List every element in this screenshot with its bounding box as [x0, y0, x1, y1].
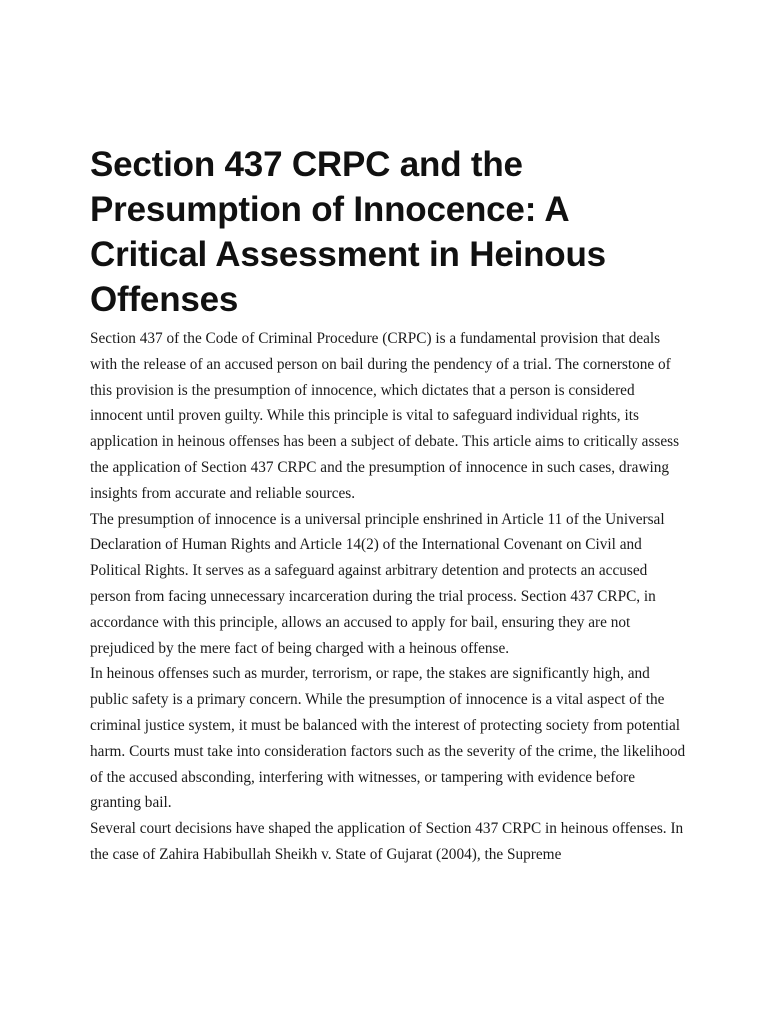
article-title: Section 437 CRPC and the Presumption of Innocence: A Critical Assessment in Heinous Offenses	[90, 145, 606, 319]
article-paragraph-4: Several court decisions have shaped the application of Section 437 CRPC in heinous offenses. In the case of Zahira Habibullah Sheikh v. State of Gujarat (2004), the Supreme	[90, 820, 684, 863]
article-paragraph-1: Section 437 of the Code of Criminal Procedure (CRPC) is a fundamental provision that deals with the release of an accused person on bail during the pendency of a trial. The cornerstone of this provision is the presumption of innocence, which dictates that a person is considered innocent until proven guilty. While this principle is vital to safeguard individual rights, its application in heinous offenses has been a subject of debate. This article aims to critically assess the application of Section 437 CRPC and the presumption of innocence in such cases, drawing insights from accurate and reliable sources.	[90, 330, 680, 502]
article-paragraph-2: The presumption of innocence is a universal principle enshrined in Article 11 of the Universal Declaration of Human Rights and Article 14(2) of the International Covenant on Civil and Political Rights. It serves as a safeguard against arbitrary detention and protects an accused person from facing unnecessary incarceration during the trial process. Section 437 CRPC, in accordance with this principle, allows an accused to apply for bail, ensuring they are not prejudiced by the mere fact of being charged with a heinous offense.	[90, 510, 665, 657]
article-paragraph-3: In heinous offenses such as murder, terrorism, or rape, the stakes are significantly high, and public safety is a primary concern. While the presumption of innocence is a vital aspect of the criminal justice system, it must be balanced with the interest of protecting society from potential harm. Courts must take into consideration factors such as the severity of the crime, the likelihood of the accused absconding, interfering with witnesses, or tampering with evidence before granting bail.	[90, 665, 686, 812]
document-page	[90, 142, 686, 868]
